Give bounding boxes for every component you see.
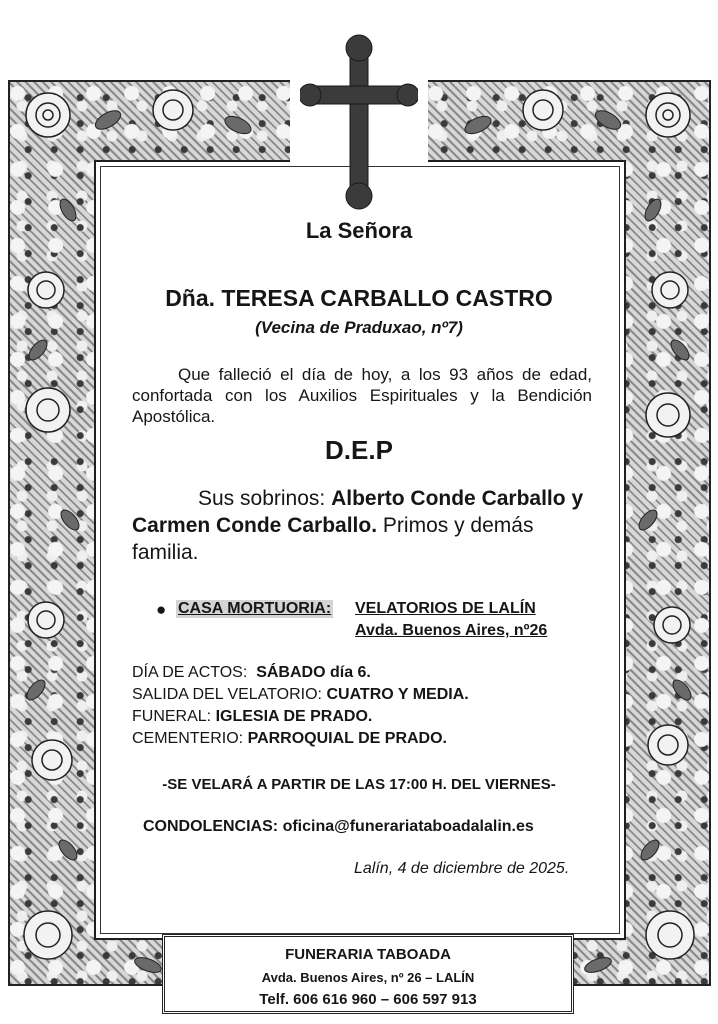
title-la-senora: La Señora bbox=[305, 218, 413, 243]
family-names-2: y Carmen Conde Carballo. bbox=[132, 487, 584, 537]
detail-row bbox=[132, 664, 371, 682]
family-lead: Sus sobrinos: bbox=[198, 487, 326, 510]
detail-row bbox=[132, 686, 469, 704]
funeral-home-phone: Telf. 606 616 960 – 606 597 913 bbox=[259, 991, 477, 1008]
family-names-1: Alberto Conde Carballo bbox=[331, 487, 566, 510]
detail-value: CUATRO Y MEDIA. bbox=[326, 686, 469, 703]
velatorio-place: VELATORIOS DE LALÍN bbox=[355, 600, 536, 617]
detail-row bbox=[132, 708, 372, 726]
detail-label: DÍA DE ACTOS: bbox=[132, 664, 248, 681]
family-paragraph bbox=[132, 485, 592, 566]
detail-row bbox=[132, 730, 447, 748]
vigil-notice: -SE VELARÁ A PARTIR DE LAS 17:00 H. DEL VIERNES- bbox=[162, 776, 556, 793]
family-rest: Primos y demás familia. bbox=[132, 514, 534, 564]
condolences-label: CONDOLENCIAS: bbox=[143, 818, 279, 835]
notice-date: Lalín, 4 de diciembre de 2025. bbox=[354, 860, 570, 877]
residence-subtitle: (Vecina de Praduxao, nº7) bbox=[255, 318, 463, 337]
detail-value: PARROQUIAL DE PRADO. bbox=[247, 730, 447, 747]
detail-value: IGLESIA DE PRADO. bbox=[215, 708, 373, 725]
condolences-email[interactable]: oficina@funerariataboadalalin.es bbox=[282, 818, 534, 835]
detail-label: SALIDA DEL VELATORIO: bbox=[132, 686, 322, 703]
deceased-name: Dña. TERESA CARBALLO CASTRO bbox=[165, 285, 553, 311]
funeral-home-address: Avda. Buenos Aires, nº 26 – LALÍN bbox=[261, 970, 475, 985]
detail-label: FUNERAL: bbox=[132, 708, 212, 725]
dep-heading: D.E.P bbox=[325, 435, 393, 465]
condolences-line bbox=[143, 818, 534, 836]
detail-label: CEMENTERIO: bbox=[132, 730, 244, 747]
funeral-home-name: FUNERARIA TABOADA bbox=[285, 946, 451, 963]
intro-paragraph: Que falleció el día de hoy, a los 93 años de edad, confortada con los Auxilios Espirituales y la Bendición Apostólica. bbox=[132, 365, 592, 426]
casa-mortuoria-label: CASA MORTUORIA: bbox=[178, 600, 332, 617]
latin-cross-icon bbox=[300, 34, 418, 210]
detail-value: SÁBADO día 6. bbox=[256, 664, 371, 681]
bullet-icon: ● bbox=[156, 600, 167, 619]
velatorio-address: Avda. Buenos Aires, nº26 bbox=[355, 622, 548, 639]
